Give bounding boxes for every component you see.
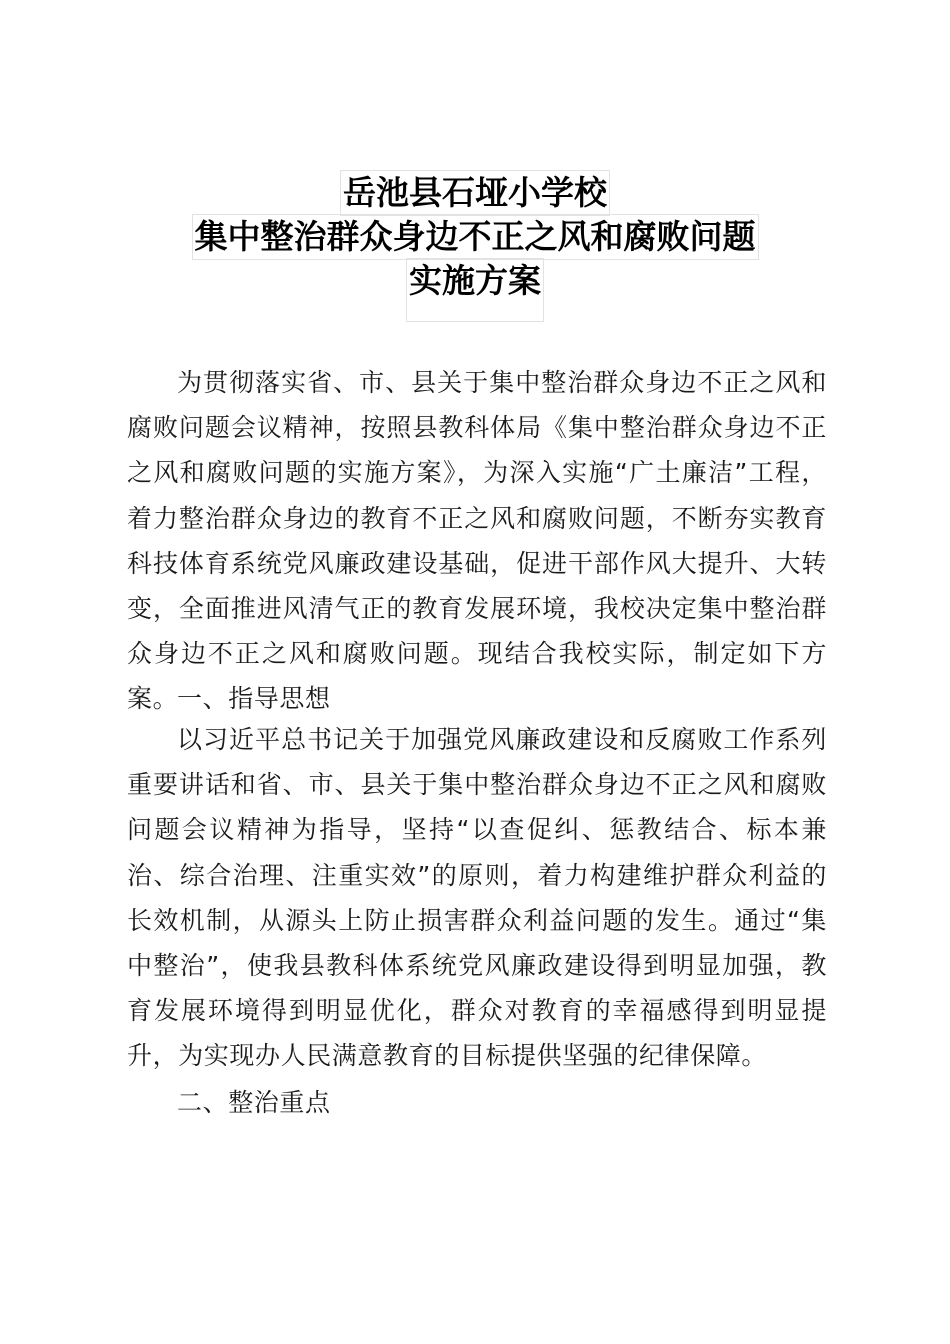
intro-paragraph: 为贯彻落实省、市、县关于集中整治群众身边不正之风和腐败问题会议精神，按照县教科体局《集中整治群众身边不正之风和腐败问题的实施方案》，为深入实施“广土廉洁”工程，着力整治群众身边的教育不正之风和腐败问题，不断夯实教育科技体育系统党风廉政建设基础，促进干部作风大提升、大转变，全面推进风清气正的教育发展环境，我校决定集中整治群众身边不正之风和腐败问题。现结合我校实际，制定如下方案。 (127, 368, 827, 714)
title-school-name: 岳池县石垭小学校 (340, 170, 610, 216)
document-title-line-3 (0, 258, 950, 322)
document-title-line-2 (0, 214, 950, 260)
title-subject: 集中整治群众身边不正之风和腐败问题 (192, 214, 759, 260)
section-body-guiding-ideology: 以习近平总书记关于加强党风廉政建设和反腐败工作系列重要讲话和省、市、县关于集中整治群众身边不正之风和腐败问题会议精神为指导，坚持“以查促纠、惩教结合、标本兼治、综合治理、注重实效”的原则，着力构建维护群众利益的长效机制，从源头上防止损害群众利益问题的发生。通过“集中整治”，使我县教科体系统党风廉政建设得到明显加强，教育发展环境得到明显优化，群众对教育的幸福感得到明显提升，为实现办人民满意教育的目标提供坚强的纪律保障。 (127, 725, 827, 1071)
section-heading-guiding-ideology: 一、指导思想 (177, 684, 331, 713)
document-title-line-1 (0, 170, 950, 216)
title-doc-type: 实施方案 (406, 258, 544, 322)
section-heading-key-rectification: 二、整治重点 (177, 1088, 331, 1117)
